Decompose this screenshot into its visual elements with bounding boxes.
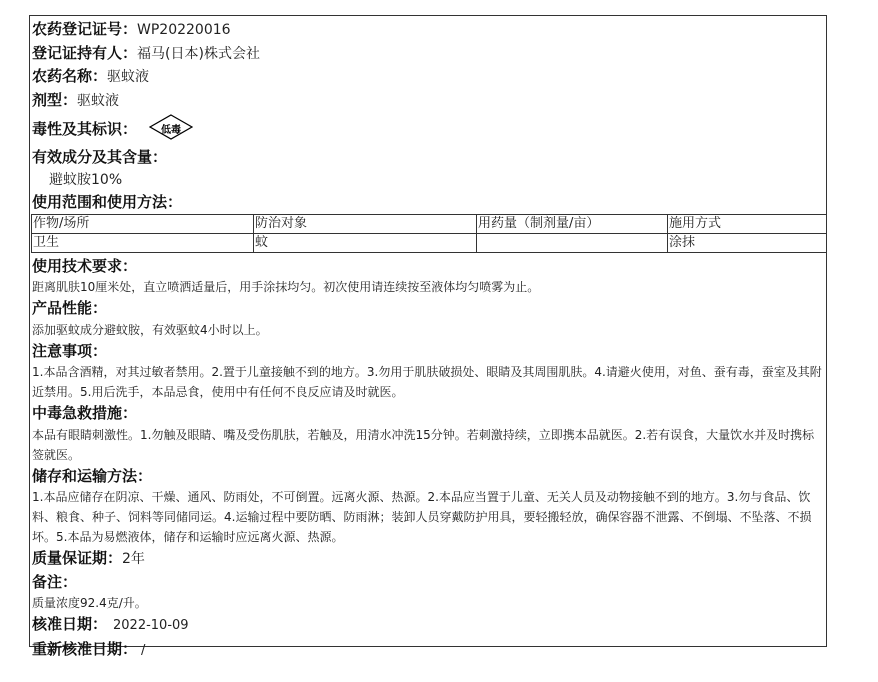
toxicity-label: 毒性及其标识： — [32, 119, 138, 138]
tech-requirements-text: 距离肌肤10厘米处，直立喷洒适量后，用手涂抹均匀。初次使用请连续按至液体均匀喷雾为止。 — [32, 280, 540, 294]
reapproval-date-label: 重新核准日期： — [32, 639, 138, 658]
first-aid-row — [32, 402, 824, 425]
header-method: 施用方式 — [668, 214, 827, 233]
cell-crop-site: 卫生 — [32, 233, 254, 252]
remarks-label: 备注： — [32, 572, 78, 591]
cell-dosage — [477, 233, 668, 252]
usage-scope-label: 使用范围和使用方法： — [32, 193, 183, 211]
first-aid-label: 中毒急救措施： — [32, 404, 138, 422]
active-ingredient-label: 有效成分及其含量： — [32, 148, 168, 166]
pesticide-name-value: 驱蚊液 — [107, 69, 150, 85]
first-aid-text: 本品有眼睛刺激性。1.勿触及眼睛、嘴及受伤肌肤，若触及，用清水冲洗15分钟。若刺激持续，立即携本品就医。2.若有误食，大量饮水并及时携标签就医。 — [32, 427, 815, 462]
toxicity-mark-text: 低毒 — [161, 125, 182, 136]
header-dosage: 用药量（制剂量/亩） — [477, 214, 668, 233]
header-target: 防治对象 — [254, 214, 477, 233]
table-row — [32, 233, 827, 252]
performance-row — [32, 297, 824, 320]
precautions-text: 1.本品含酒精，对其过敏者禁用。2.置于儿童接触不到的地方。3.勿用于肌肤破损处、眼睛及其周围肌肤。4.请避火使用，对鱼、蚕有毒，蚕室及其附近禁用。5.用后洗手，本品忌食，使用中有任何不良反应请及时就医。 — [32, 365, 822, 399]
active-ingredient-value-row — [32, 169, 824, 192]
cell-method: 涂抹 — [668, 233, 827, 252]
storage-label: 储存和运输方法： — [32, 466, 153, 485]
low-toxicity-diamond-icon — [149, 114, 193, 140]
formulation-row — [32, 89, 824, 113]
pesticide-name-label: 农药名称： — [32, 67, 108, 85]
shelf-life-row — [32, 547, 824, 571]
performance-label: 产品性能： — [32, 299, 108, 317]
usage-scope-row — [32, 191, 824, 214]
registration-number-label: 农药登记证号： — [32, 20, 138, 38]
precautions-label: 注意事项： — [32, 341, 108, 360]
header-crop-site: 作物/场所 — [32, 214, 254, 233]
performance-text: 添加驱蚊成分避蚊胺，有效驱蚊4小时以上。 — [32, 322, 268, 337]
shelf-life-value: 2年 — [122, 551, 145, 567]
storage-row — [32, 465, 824, 488]
holder-row — [32, 42, 824, 66]
toxicity-row — [32, 112, 824, 146]
pesticide-label-document — [29, 15, 827, 658]
formulation-value: 驱蚊液 — [77, 92, 120, 109]
registration-number-row — [32, 18, 824, 42]
tech-requirements-label: 使用技术要求： — [32, 256, 138, 275]
formulation-label: 剂型： — [32, 90, 78, 109]
approval-date-label: 核准日期： — [32, 615, 108, 633]
approval-date-value: 2022-10-09 — [113, 618, 189, 633]
usage-table — [31, 214, 827, 253]
remarks-row — [32, 571, 824, 594]
approval-date-row — [32, 613, 824, 638]
shelf-life-label: 质量保证期： — [32, 549, 123, 567]
remarks-text: 质量浓度92.4克/升。 — [32, 596, 147, 610]
holder-label: 登记证持有人： — [32, 43, 138, 62]
reapproval-date-value: / — [141, 642, 146, 658]
cell-target: 蚊 — [254, 233, 477, 252]
precautions-row — [32, 340, 824, 363]
storage-text: 1.本品应储存在阴凉、干燥、通风、防雨处，不可倒置。远离火源、热源。2.本品应当置于儿童、无关人员及动物接触不到的地方。3.勿与食品、饮料、粮食、种子、饲料等同储同运。4.运输过程中要防晒、防雨淋；装卸人员穿戴防护用具，要轻搬轻放，确保容器不泄露、不倒塌、不坠落、不损坏。5.本品为易燃液体，储存和运输时应远离火源、热源。 — [32, 490, 812, 544]
active-ingredient-value: 避蚊胺10% — [49, 171, 123, 188]
tech-requirements-row — [32, 255, 824, 278]
active-ingredient-row — [32, 146, 824, 169]
registration-number-value: WP20220016 — [137, 22, 231, 38]
pesticide-name-row — [32, 65, 824, 89]
holder-value: 福马(日本)株式会社 — [137, 45, 260, 62]
reapproval-date-row — [32, 638, 824, 663]
table-header-row — [32, 214, 827, 233]
